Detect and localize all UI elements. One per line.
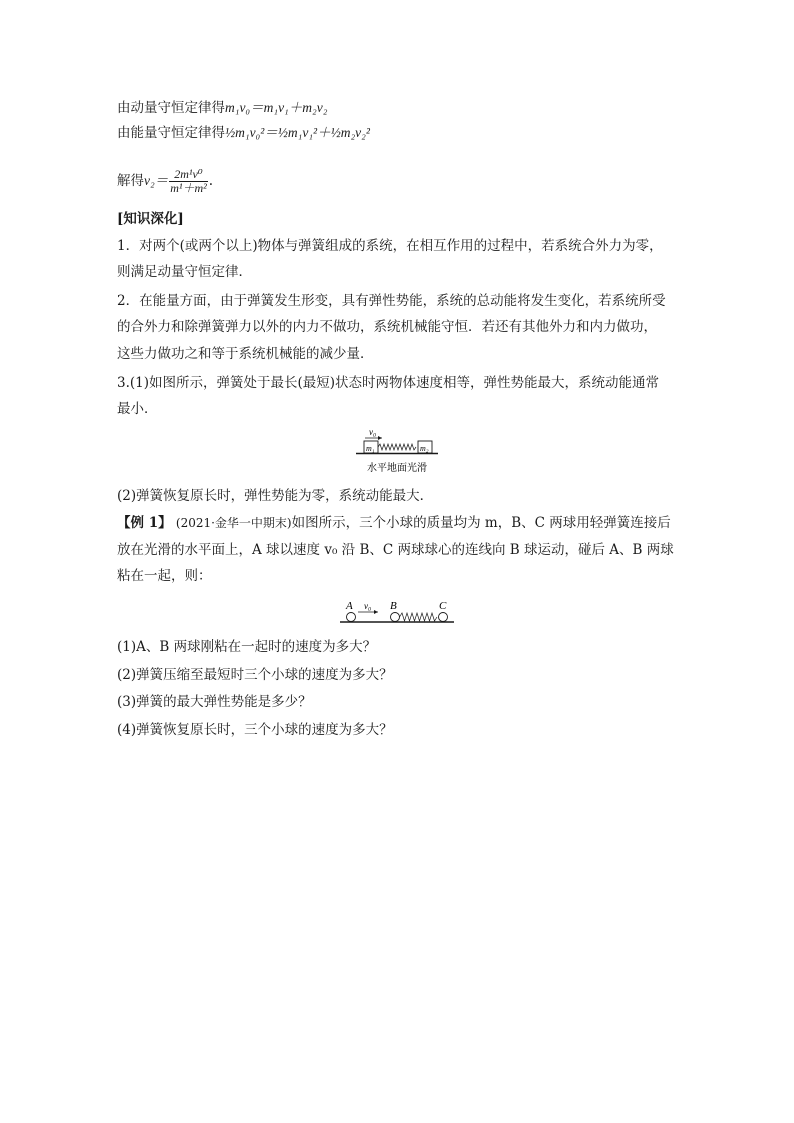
example-line2: 放在光滑的水平面上，A 球以速度 v₀ 沿 B、C 两球球心的连线向 B 球运动，碰后 A、B 两球 [117,542,674,558]
momentum-label: 由动量守恒定律得 [117,100,225,116]
momentum-equation [117,99,327,117]
figure1-velocity-label: v₀ [369,427,377,437]
solution-fraction [169,168,208,195]
figure1-m1-label: m₁ [366,444,375,453]
figure2-velocity-label: v₀ [364,601,372,611]
solution-numerator: 2m¹v⁰ [169,168,208,182]
energy-formula: ½m₁v₀²＝½m₁v₁²＋½m₂v₂² [225,125,370,140]
example-tag: 【例 1】 [117,515,172,531]
solution-lhs: v₂＝ [144,173,169,188]
question-3: (3)弹簧的最大弹性势能是多少？ [117,694,312,710]
example-source: (2021·金华一中期末) [175,516,292,530]
question-2: (2)弹簧压缩至最短时三个小球的速度为多大？ [117,667,393,683]
knowledge-p2-line3: 这些力做功之和等于系统机械能的减少量． [117,346,374,362]
knowledge-p2-line2: 的合外力和除弹簧弹力以外的内力不做功，系统机械能守恒．若还有其他外力和内力做功， [117,319,657,335]
solution-equation [117,168,213,195]
figure1-arrow-head [378,436,382,440]
figure2-ball-a [347,613,356,622]
figure2-ball-b [391,613,400,622]
example-line3: 粘在一起，则： [117,568,212,584]
question-1: (1)A、B 两球刚粘在一起时的速度为多大？ [117,639,377,655]
knowledge-p1-line1: 1．对两个(或两个以上)物体与弹簧组成的系统，在相互作用的过程中，若系统合外力为零， [117,238,663,254]
knowledge-heading: [知识深化] [117,211,184,227]
knowledge-p2-line1: 2．在能量方面，由于弹簧发生形变，具有弹性势能，系统的总动能将发生变化，若系统所受 [117,293,666,309]
knowledge-p3-2: (2)弹簧恢复原长时，弹性势能为零，系统动能最大． [117,488,434,504]
figure2-ball-c [439,613,448,622]
knowledge-p1-line2: 则满足动量守恒定律． [117,264,252,280]
figure-spring-blocks [352,424,442,480]
figure2-spring [400,613,438,621]
figure1-spring [378,444,416,450]
solution-denominator: m¹＋m² [170,181,207,195]
figure-three-balls [338,596,458,630]
solution-label: 解得 [117,173,144,189]
example-line1 [117,514,671,532]
energy-label: 由能量守恒定律得 [117,125,225,141]
knowledge-p3-line1: 3.(1)如图所示，弹簧处于最长(最短)状态时两物体速度相等，弹性势能最大，系统动能通常 [117,375,660,391]
example-text-line1: 如图所示，三个小球的质量均为 m，B、C 两球用轻弹簧连接后 [291,515,671,531]
knowledge-p3-line2: 最小． [117,401,158,417]
question-4: (4)弹簧恢复原长时，三个小球的速度为多大？ [117,722,393,738]
solution-trail: . [208,173,214,189]
figure1-caption: 水平地面光滑 [367,463,427,474]
figure2-label-a: A [346,600,353,612]
figure2-arrow-head [374,610,378,614]
figure1-m2-label: m₂ [420,444,429,453]
figure2-label-b: B [390,600,397,612]
momentum-formula: m₁v₀＝m₁v₁＋m₂v₂ [225,100,328,115]
figure2-label-c: C [439,600,447,612]
energy-equation [117,124,370,142]
